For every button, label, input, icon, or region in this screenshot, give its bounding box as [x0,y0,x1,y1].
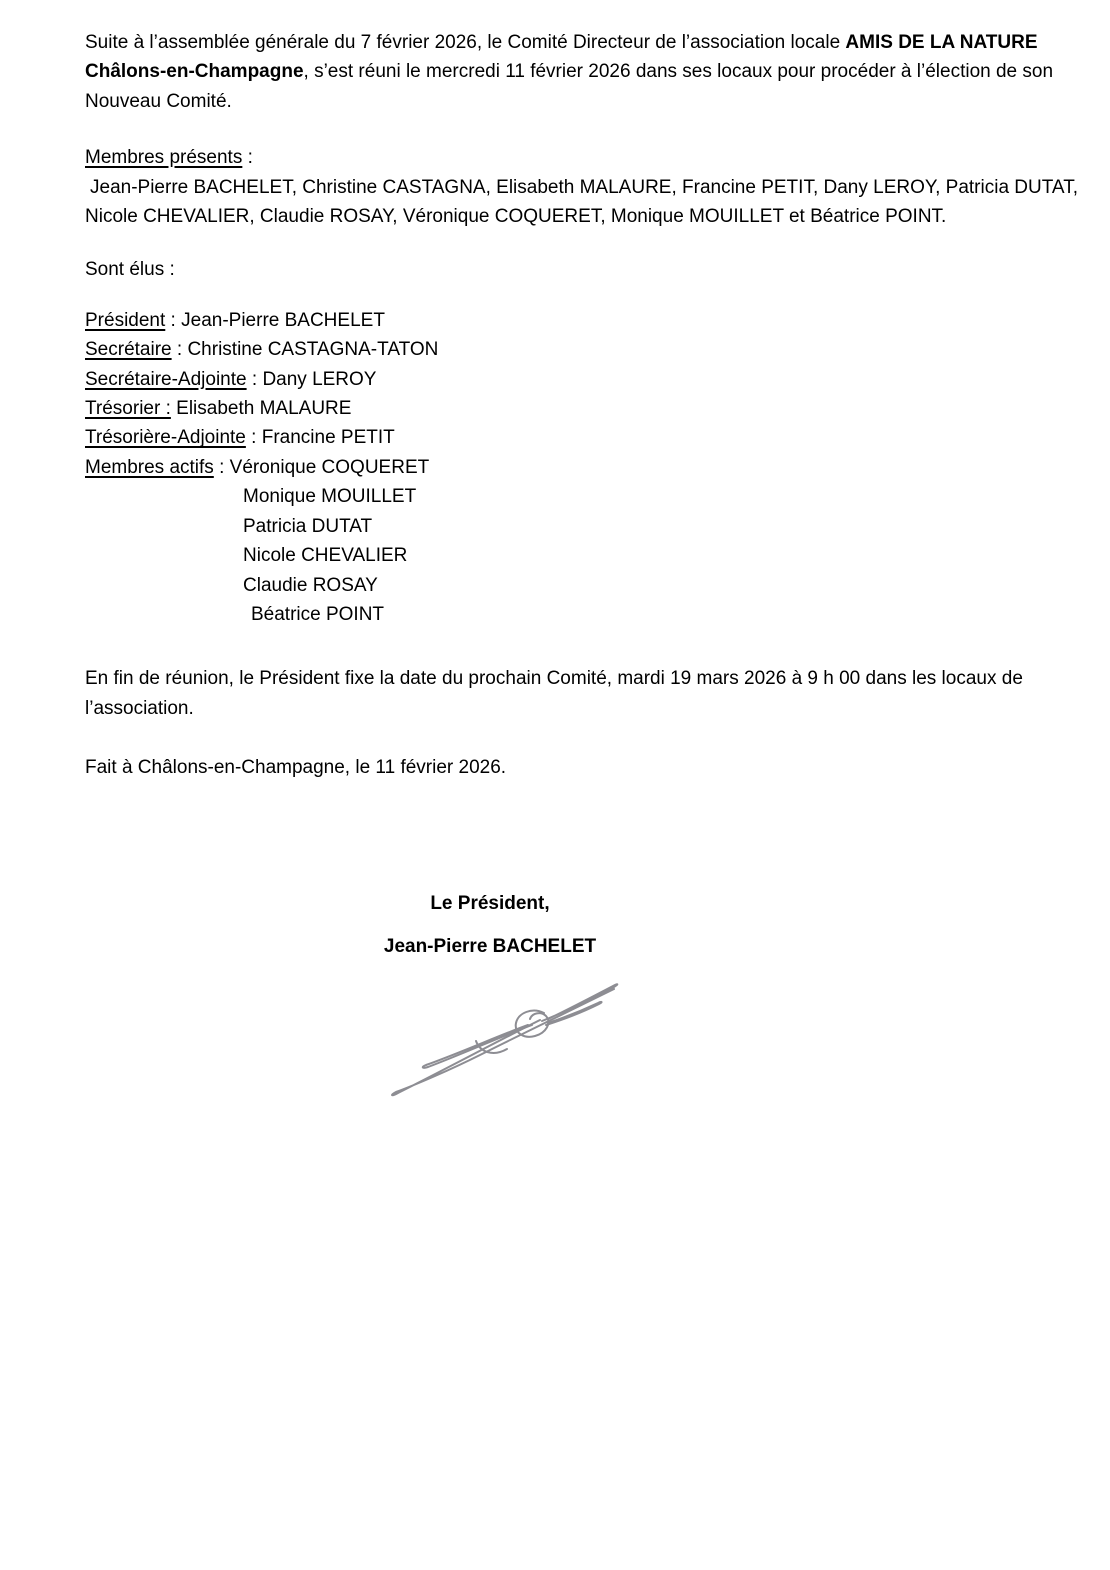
elected-row [85,394,1090,423]
elected-heading: Sont élus : [85,259,175,281]
role-separator: : [213,456,230,478]
signature-block [85,889,895,962]
additional-member-name: Béatrice POINT [251,603,385,625]
elected-row [85,453,1090,482]
document-content [85,28,1090,961]
signatory-name: Jean-Pierre BACHELET [383,935,597,957]
association-name: AMIS DE LA NATURE Châlons-en-Champagne [85,32,1038,83]
member-name: Véronique COQUERET [229,456,430,478]
role-label: Secrétaire [85,339,172,361]
intro-text-before: Suite à l’assemblée générale du 7 février 2026, le Comité Directeur de l’association locale [85,32,846,53]
role-label: Secrétaire-Adjointe [85,368,247,390]
member-name: Francine PETIT [261,427,395,449]
elected-row [85,365,1090,394]
members-present-label: Membres présents [85,147,243,169]
role-label: Membres actifs [85,456,214,478]
role-separator: : [165,309,182,331]
additional-member-name: Patricia DUTAT [243,515,373,537]
signature-scribble [360,975,680,1105]
place-date-line: Fait à Châlons-en-Champagne, le 11 février 2026. [85,757,507,779]
additional-members-list [85,482,1090,629]
role-label: Trésorier : [85,398,171,420]
role-separator: : [245,427,262,449]
members-present-names: Jean-Pierre BACHELET, Christine CASTAGNA, Elisabeth MALAURE, Francine PETIT, Dany LEROY, Patricia DUTAT, Nicole CHEVALIER, Claudie ROSAY, Véronique COQUERET, Monique MOUILLET et Béatrice POINT. [85,176,1078,228]
member-name: Dany LEROY [262,368,377,390]
additional-member-name: Monique MOUILLET [243,486,417,508]
additional-member-name: Claudie ROSAY [243,574,378,596]
elected-row [85,306,1090,335]
role-label: Président [85,309,166,331]
closing-paragraph: En fin de réunion, le Président fixe la date du prochain Comité, mardi 19 mars 2026 à 9 h 00 dans les locaux de l’association. [85,668,1023,719]
additional-member-name: Nicole CHEVALIER [243,545,408,567]
member-name: Christine CASTAGNA-TATON [187,339,439,361]
signatory-title: Le Président, [430,892,550,914]
member-name: Elisabeth MALAURE [176,398,352,420]
member-name: Jean-Pierre BACHELET [181,309,385,331]
intro-text-after: , s’est réuni le mercredi 11 février 2026 dans ses locaux pour procéder à l’élection de son Nouveau Comité. [85,61,1054,112]
intro-paragraph [85,28,1090,116]
members-present-heading [85,143,1090,172]
role-label: Trésorière-Adjointe [85,427,246,449]
elected-list [85,306,1090,482]
role-separator: : [246,368,263,390]
elected-row [85,335,1090,364]
members-present-label-suffix: : [242,147,253,169]
role-separator: : [171,339,188,361]
elected-row [85,423,1090,452]
